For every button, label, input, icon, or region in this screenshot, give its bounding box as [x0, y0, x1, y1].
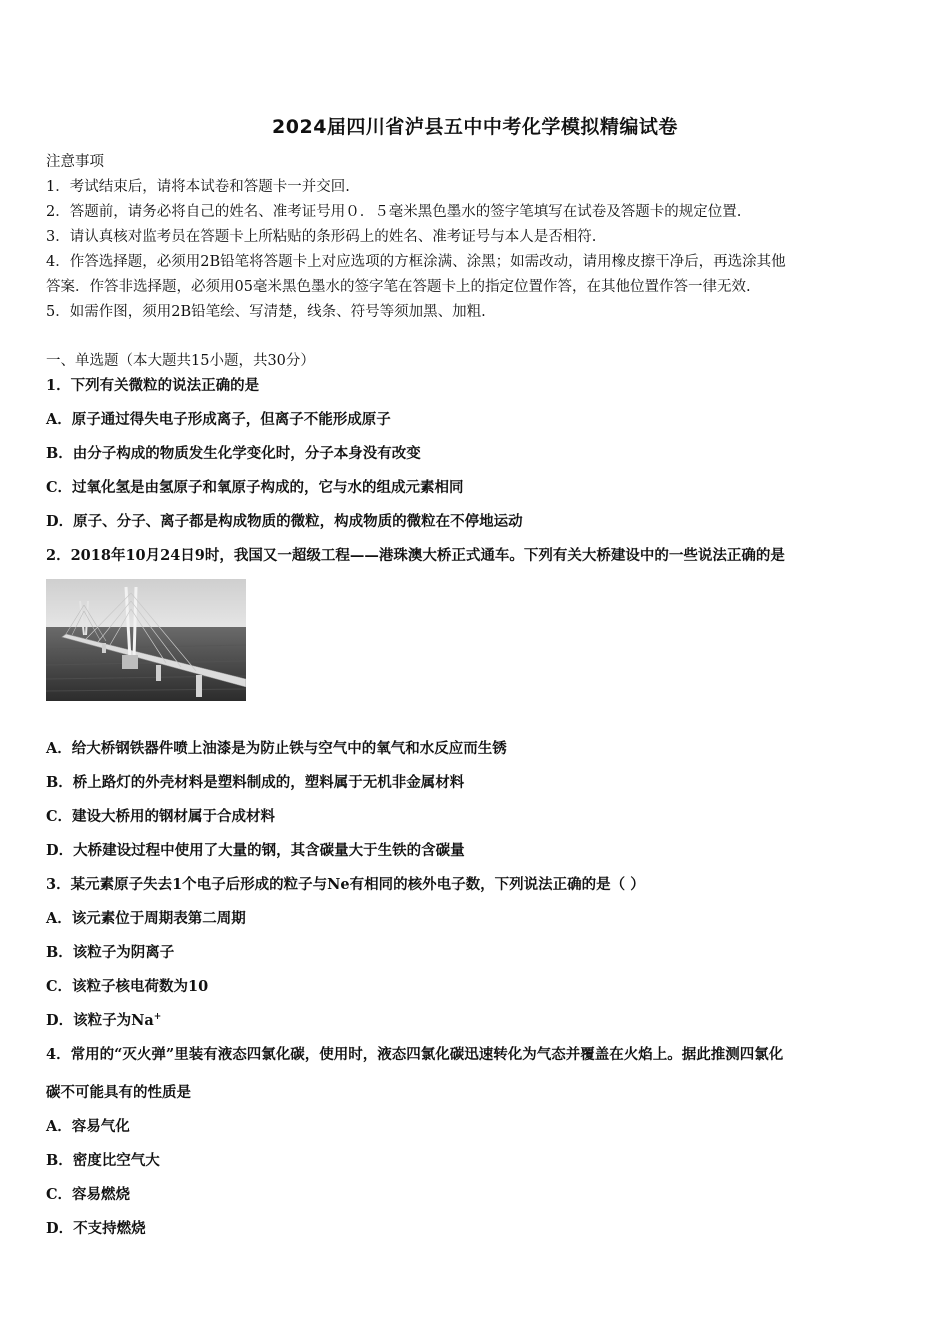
option-4d: D．不支持燃烧 [46, 1220, 146, 1237]
question-stem-4-cont: 碳不可能具有的性质是 [46, 1084, 191, 1101]
question-stem-1: 1．下列有关微粒的说法正确的是 [46, 377, 260, 394]
option-2c: C．建设大桥用的钢材属于合成材料 [46, 808, 276, 825]
notice-heading: 注意事项 [46, 154, 104, 170]
page-title: 2024届四川省泸县五中中考化学模拟精编试卷 [272, 116, 678, 138]
question-stem-3: 3．某元素原子失去1个电子后形成的粒子与Ne有相同的核外电子数，下列说法正确的是（ ） [46, 876, 645, 893]
option-3d [46, 1011, 161, 1031]
option-3b: B．该粒子为阴离子 [46, 944, 175, 961]
option-2b: B．桥上路灯的外壳材料是塑料制成的，塑料属于无机非金属材料 [46, 774, 465, 791]
question-stem-2: 2．2018年10月24日9时，我国又一超级工程——港珠澳大桥正式通车。下列有关大桥建设中的一些说法正确的是 [46, 547, 785, 564]
notice-item: 4．作答选择题，必须用2B铅笔将答题卡上对应选项的方框涂满、涂黑；如需改动，请用橡皮擦干净后，再选涂其他 [46, 254, 786, 270]
option-1c: C．过氧化氢是由氢原子和氧原子构成的，它与水的组成元素相同 [46, 479, 464, 496]
notice-item: 1．考试结束后，请将本试卷和答题卡一并交回. [46, 179, 350, 195]
option-1d: D．原子、分子、离子都是构成物质的微粒，构成物质的微粒在不停地运动 [46, 513, 523, 530]
notice-item: 2．答题前，请务必将自己的姓名、准考证号用０．５毫米黑色墨水的签字笔填写在试卷及答题卡的规定位置. [46, 204, 742, 220]
bridge-photo [46, 579, 246, 701]
option-2a: A．给大桥钢铁器件喷上油漆是为防止铁与空气中的氧气和水反应而生锈 [46, 740, 507, 757]
option-3d-text: D．该粒子为Na [46, 1012, 154, 1029]
option-1a: A．原子通过得失电子形成离子，但离子不能形成原子 [46, 411, 391, 428]
notice-item: 5．如需作图，须用2B铅笔绘、写清楚，线条、符号等须加黑、加粗. [46, 304, 486, 320]
option-1b: B．由分子构成的物质发生化学变化时，分子本身没有改变 [46, 445, 421, 462]
option-3a: A．该元素位于周期表第二周期 [46, 910, 246, 927]
option-2d: D．大桥建设过程中使用了大量的钢，其含碳量大于生铁的含碳量 [46, 842, 465, 859]
section-heading: 一、单选题（本大题共15小题，共30分） [46, 353, 315, 369]
option-4b: B．密度比空气大 [46, 1152, 160, 1169]
option-4a: A．容易气化 [46, 1118, 130, 1135]
question-stem-4: 4．常用的“灭火弹”里装有液态四氯化碳，使用时，液态四氯化碳迅速转化为气态并覆盖在火焰上。据此推测四氯化 [46, 1046, 784, 1063]
superscript-charge: + [153, 1012, 162, 1023]
option-3c: C．该粒子核电荷数为10 [46, 978, 209, 995]
notice-item: 答案．作答非选择题，必须用05毫米黑色墨水的签字笔在答题卡上的指定位置作答，在其他位置作答一律无效. [46, 279, 751, 295]
option-4c: C．容易燃烧 [46, 1186, 131, 1203]
notice-item: 3．请认真核对监考员在答题卡上所粘贴的条形码上的姓名、准考证号与本人是否相符. [46, 229, 597, 245]
